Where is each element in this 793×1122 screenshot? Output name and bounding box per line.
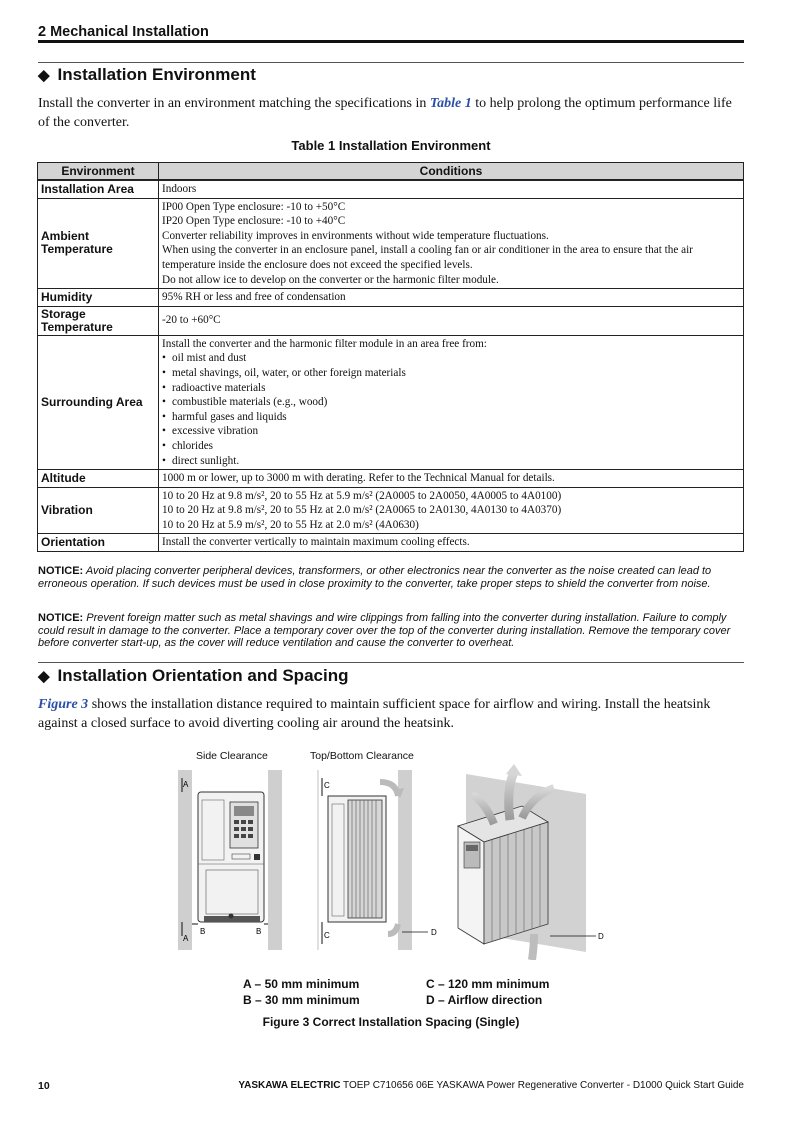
- row-key: Ambient Temperature: [38, 198, 159, 289]
- value-line: When using the converter in an enclosure panel, install a cooling fan or air conditioner in the area to ensure that the air temperature inside the enclosure does not exceed the specified levels.: [162, 244, 693, 271]
- figure-3-link[interactable]: Figure 3: [38, 697, 89, 712]
- notice-text: Prevent foreign matter such as metal shavings and wire clippings from falling into the converter during installation. Failure to comply could result in damage to the converter. Place a temporary cover over the top of the converter during installation. Remove the temporary cover before converter start-up, as the cover will reduce ventilation and cause the converter to overheat.: [38, 612, 731, 650]
- bullet-item: • combustible materials (e.g., wood): [162, 395, 740, 410]
- spacing-text: shows the installation distance required to maintain sufficient space for airflow and wiring. Install the heatsink against a closed surface to avoid diverting cooling air around the heatsink.: [38, 697, 711, 731]
- footer-doc-info: [238, 1080, 744, 1091]
- value-line: IP00 Open Type enclosure: -10 to +50°C: [162, 200, 346, 213]
- footer-doc-title: TOEP C710656 06E YASKAWA Power Regenerative Converter - D1000 Quick Start Guide: [340, 1080, 744, 1091]
- table-row: [38, 180, 744, 198]
- table-row: [38, 289, 744, 307]
- chapter-heading: 2 Mechanical Installation: [38, 24, 209, 40]
- page-number: 10: [38, 1080, 50, 1092]
- row-key: Vibration: [38, 487, 159, 534]
- section-rule: [38, 62, 744, 63]
- mark-a-top: A: [183, 780, 189, 789]
- bullet-item: • chlorides: [162, 439, 740, 454]
- row-value: [159, 487, 744, 534]
- bullet-item: • oil mist and dust: [162, 351, 740, 366]
- table-header-row: [38, 163, 744, 181]
- mark-a-bottom: A: [183, 934, 189, 943]
- side-clearance-drawing: [178, 770, 282, 950]
- bullet-item: • radioactive materials: [162, 381, 740, 396]
- notice-label: NOTICE:: [38, 612, 84, 624]
- display: [234, 806, 254, 816]
- chapter-rule: [38, 40, 744, 43]
- row-value: Install the converter vertically to maintain maximum cooling effects.: [159, 534, 744, 552]
- row-key: Storage Temperature: [38, 306, 159, 335]
- table-row: [38, 306, 744, 335]
- bullet-item: • direct sunlight.: [162, 454, 740, 469]
- notice-text: Avoid placing converter peripheral devices, transformers, or other electronics near the converter as the noise created can lead to erroneous operation. If such devices must be used in close proximity to the converter, take proper steps to shield the converter from noise.: [38, 565, 712, 590]
- environment-table: [37, 162, 744, 552]
- row-value: 1000 m or lower, up to 3000 m with derating. Refer to the Technical Manual for details.: [159, 470, 744, 488]
- diamond-icon: ◆: [38, 67, 50, 84]
- mark-d-iso: D: [598, 932, 604, 941]
- table-row: [38, 335, 744, 469]
- top-bottom-clearance-label: Top/Bottom Clearance: [310, 750, 414, 762]
- mark-b-left: B: [200, 927, 206, 936]
- row-value: -20 to +60°C: [159, 306, 744, 335]
- section-heading-environment: [38, 65, 256, 85]
- value-line: Converter reliability improves in environments without wide temperature fluctuations.: [162, 229, 549, 242]
- value-line: Do not allow ice to develop on the converter or the harmonic filter module.: [162, 273, 499, 286]
- value-line: IP20 Open Type enclosure: -10 to +40°C: [162, 215, 346, 228]
- intro-paragraph: [38, 94, 744, 132]
- table-row: [38, 470, 744, 488]
- side-clearance-label: Side Clearance: [196, 750, 268, 762]
- value-line: Install the converter and the harmonic filter module in an area free from:: [162, 337, 487, 350]
- figure-caption: Figure 3 Correct Installation Spacing (Single): [262, 1015, 520, 1029]
- mark-c-top: C: [324, 781, 330, 790]
- table-1-link[interactable]: Table 1: [429, 96, 472, 111]
- row-value: Indoors: [159, 180, 744, 198]
- bullet-item: • harmful gases and liquids: [162, 410, 740, 425]
- notice-foreign-matter: [38, 612, 744, 650]
- installation-spacing-figure: [170, 764, 610, 960]
- header-environment: Environment: [38, 163, 159, 181]
- bullet-item: • metal shavings, oil, water, or other foreign materials: [162, 366, 740, 381]
- value-line: 10 to 20 Hz at 9.8 m/s², 20 to 55 Hz at 2.0 m/s² (2A0065 to 2A0130, 4A0130 to 4A0370): [162, 504, 562, 517]
- value-line: 10 to 20 Hz at 5.9 m/s², 20 to 55 Hz at 2.0 m/s² (4A0630): [162, 518, 419, 531]
- table-row: [38, 487, 744, 534]
- airflow-arrow-up: [509, 772, 514, 820]
- isometric-drawing: [458, 764, 596, 960]
- mark-c-bottom: C: [324, 931, 330, 940]
- table-row: [38, 534, 744, 552]
- notice-label: NOTICE:: [38, 565, 84, 577]
- footer-brand: YASKAWA ELECTRIC: [238, 1080, 341, 1091]
- value-line: 10 to 20 Hz at 9.8 m/s², 20 to 55 Hz at 5.9 m/s² (2A0005 to 2A0050, 4A0005 to 4A0100): [162, 489, 562, 502]
- row-value: [159, 335, 744, 469]
- airflow-arrow-bottom: [388, 924, 398, 934]
- row-value: 95% RH or less and free of condensation: [159, 289, 744, 307]
- row-key: Surrounding Area: [38, 335, 159, 469]
- spacing-paragraph: [38, 695, 744, 733]
- bullet-item: • excessive vibration: [162, 424, 740, 439]
- section-title-text: Installation Environment: [57, 65, 256, 84]
- intro-text-end: to help prolong the optimum performance life of the converter.: [38, 96, 732, 130]
- notice-noise: [38, 565, 744, 590]
- row-key: Humidity: [38, 289, 159, 307]
- right-wall: [268, 770, 282, 950]
- top-bottom-clearance-drawing: [318, 770, 428, 950]
- legend-d: D – Airflow direction: [426, 993, 543, 1007]
- intro-text: Install the converter in an environment matching the specifications in: [38, 96, 430, 111]
- row-value: [159, 198, 744, 289]
- table-title: Table 1 Installation Environment: [291, 138, 491, 153]
- section-title-text: Installation Orientation and Spacing: [57, 666, 349, 685]
- airflow-arrow-top: [380, 782, 398, 796]
- diamond-icon: ◆: [38, 668, 50, 685]
- table-row: [38, 198, 744, 289]
- legend-c: C – 120 mm minimum: [426, 977, 550, 991]
- left-wall: [178, 770, 192, 950]
- row-key: Orientation: [38, 534, 159, 552]
- row-key: Installation Area: [38, 180, 159, 198]
- row-key: Altitude: [38, 470, 159, 488]
- mark-b-right: B: [256, 927, 262, 936]
- header-conditions: Conditions: [159, 163, 744, 181]
- legend-a: A – 50 mm minimum: [243, 977, 360, 991]
- heatsink-fins: [348, 800, 382, 918]
- legend-b: B – 30 mm minimum: [243, 993, 360, 1007]
- section-rule: [38, 662, 744, 663]
- mark-d-side: D: [431, 928, 437, 937]
- section-heading-orientation: [38, 666, 348, 686]
